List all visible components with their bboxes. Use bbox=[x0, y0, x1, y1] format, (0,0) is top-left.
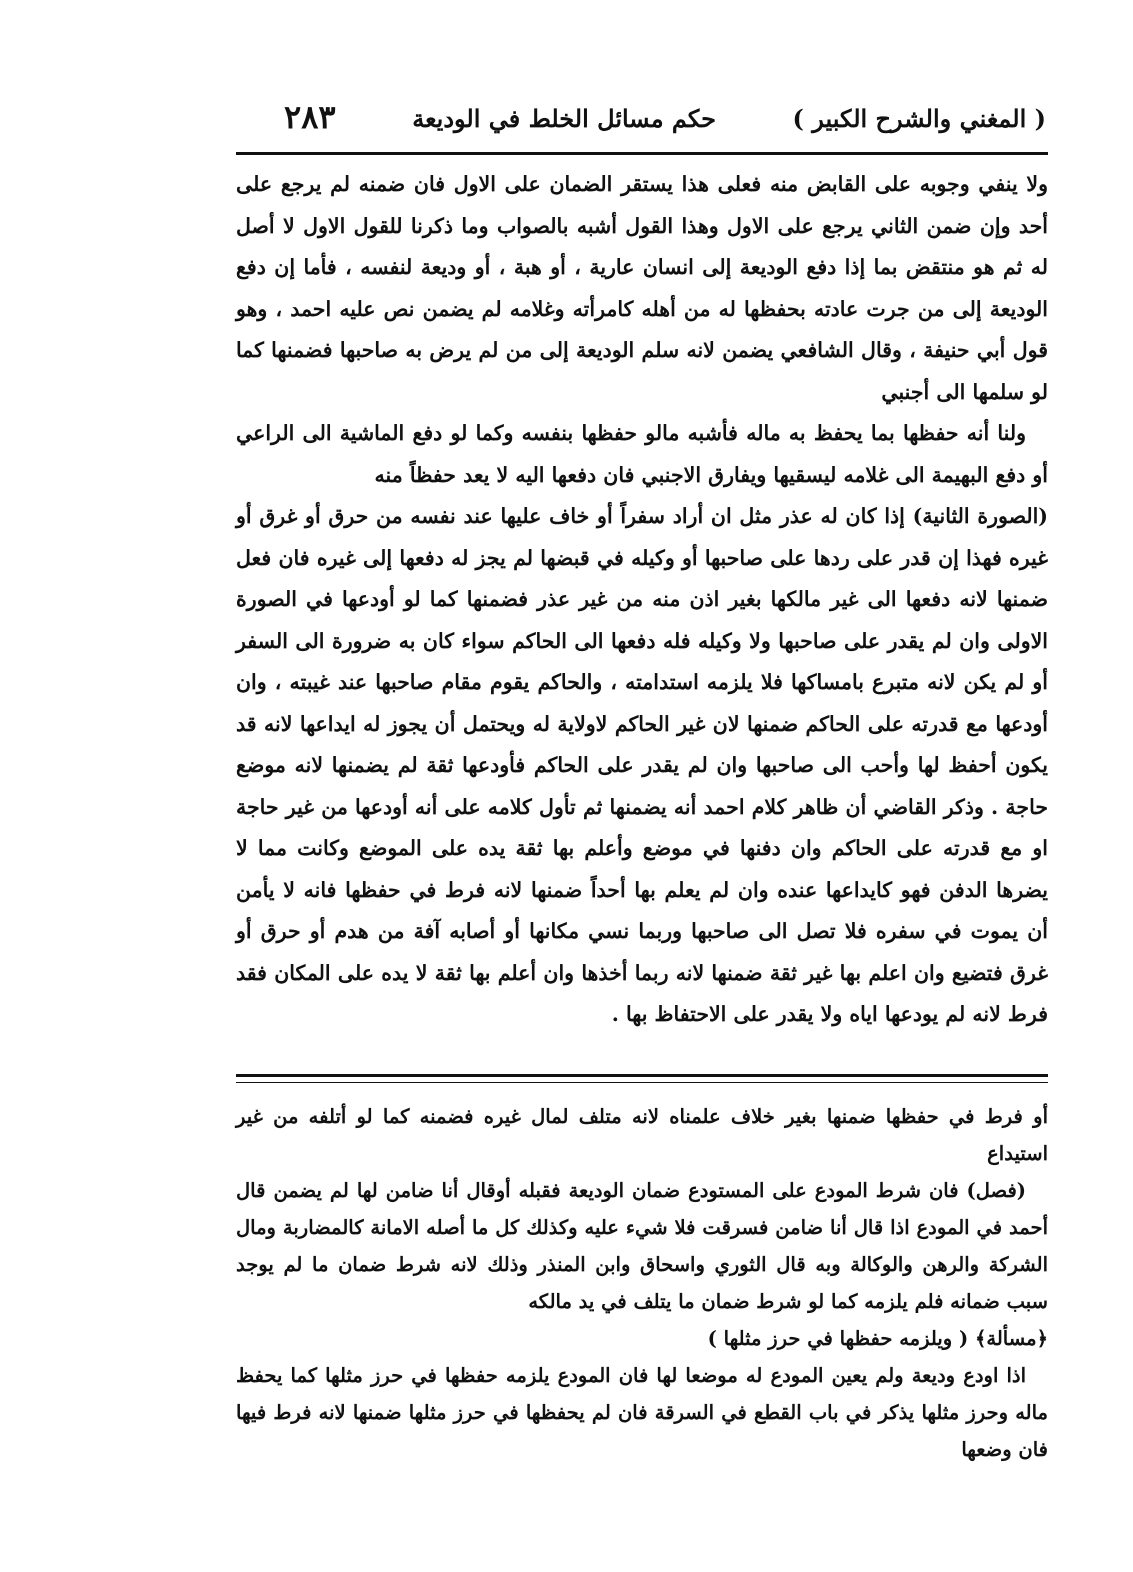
lower-paragraph: اذا اودع وديعة ولم يعين المودع له موضعا لها فان المودع يلزمه حفظها في حرز مثلها كما يحفظ ماله وحرز مثلها يذكر في باب القطع في السرقة فان لم يحفظها في حرز مثلها ضمنها لانه فرط فيها فان وضعها bbox=[236, 1364, 1048, 1461]
book-page bbox=[236, 96, 1048, 1476]
lower-paragraph: (فصل) فان شرط المودع على المستودع ضمان الوديعة فقبله أوقال أنا ضامن لها لم يضمن قال أحمد في المودع اذا قال أنا ضامن فسرقت فلا شيء عليه وكذلك كل ما أصله الامانة كالمضاربة ومال الشركة والرهن والوكالة وبه قال الثوري واسحاق وابن المنذر وذلك لانه شرط ضمان ما لم يوجد سبب ضمانه فلم يلزمه كما لو شرط ضمان ما يتلف في يد مالكه bbox=[236, 1179, 1048, 1313]
issue-heading: ﴿مسألة﴾ ( ويلزمه حفظها في حرز مثلها ) bbox=[707, 1327, 1048, 1350]
page-number: ٢٨٣ bbox=[284, 98, 336, 136]
chapter-title: حكم مسائل الخلط في الوديعة bbox=[412, 104, 716, 133]
lower-text bbox=[236, 1098, 1048, 1468]
section-divider bbox=[236, 1074, 1048, 1083]
main-paragraph: ولا ينفي وجوبه على القابض منه فعلى هذا يستقر الضمان على الاول فان ضمنه لم يرجع على أحد وإن ضمن الثاني يرجع على الاول وهذا القول أشبه بالصواب وما ذكرنا للقول الاول لا أصل له ثم هو منتقض بما إذا دفع الوديعة إلى انسان عارية ، أو هبة ، أو وديعة لنفسه ، فأما إن دفع الوديعة إلى من جرت عادته بحفظها له من أهله كامرأته وغلامه لم يضمن نص عليه احمد ، وهو قول أبي حنيفة ، وقال الشافعي يضمن لانه سلم الوديعة إلى من لم يرض به صاحبها فضمنها كما لو سلمها الى أجنبي bbox=[236, 172, 1048, 404]
lower-paragraph: أو فرط في حفظها ضمنها بغير خلاف علمناه لانه متلف لمال غيره فضمنه كما لو أتلفه من غير استيداع bbox=[236, 1105, 1048, 1165]
main-text bbox=[236, 164, 1048, 1036]
main-paragraph: (الصورة الثانية) إذا كان له عذر مثل ان أراد سفراً أو خاف عليها عند نفسه من حرق أو غرق أو غيره فهذا إن قدر على ردها على صاحبها أو وكيله في قبضها لم يجز له دفعها إلى غيره فان فعل ضمنها لانه دفعها الى غير مالكها بغير اذن منه من غير عذر فضمنها كما لو أودعها في الصورة الاولى وان لم يقدر على صاحبها ولا وكيله فله دفعها الى الحاكم سواء كان به ضرورة الى السفر أو لم يكن لانه متبرع بامساكها فلا يلزمه استدامته ، والحاكم يقوم مقام صاحبها عند غيبته ، وان أودعها مع قدرته على الحاكم ضمنها لان غير الحاكم لاولاية له ويحتمل أن يجوز له ايداعها لانه قد يكون أحفظ لها وأحب الى صاحبها وان لم يقدر على الحاكم فأودعها ثقة لم يضمنها لانه موضع حاجة . وذكر القاضي أن ظاهر كلام احمد أنه يضمنها ثم تأول كلامه على أنه أودعها من غير حاجة او مع قدرته على الحاكم وان دفنها في موضع وأعلم بها ثقة يده على الموضع وكانت مما لا يضرها الدفن فهو كايداعها عنده وان لم يعلم بها أحداً ضمنها لانه فرط في حفظها فانه لا يأمن أن يموت في سفره فلا تصل الى صاحبها وربما نسي مكانها أو أصابه آفة من هدم أو حرق أو غرق فتضيع وان اعلم بها غير ثقة ضمنها لانه ربما أخذها وان أعلم بها ثقة لا يده على المكان فقد فرط لانه لم يودعها اياه ولا يقدر على الاحتفاظ بها . bbox=[236, 504, 1048, 1026]
header-rule bbox=[236, 152, 1048, 155]
running-title: ( المغني والشرح الكبير ) bbox=[792, 104, 1046, 133]
main-paragraph: ولنا أنه حفظها بما يحفظ به ماله فأشبه مالو حفظها بنفسه وكما لو دفع الماشية الى الراعي أو دفع البهيمة الى غلامه ليسقيها ويفارق الاجنبي فان دفعها اليه لا يعد حفظاً منه bbox=[236, 421, 1048, 487]
page-header bbox=[236, 96, 1048, 148]
